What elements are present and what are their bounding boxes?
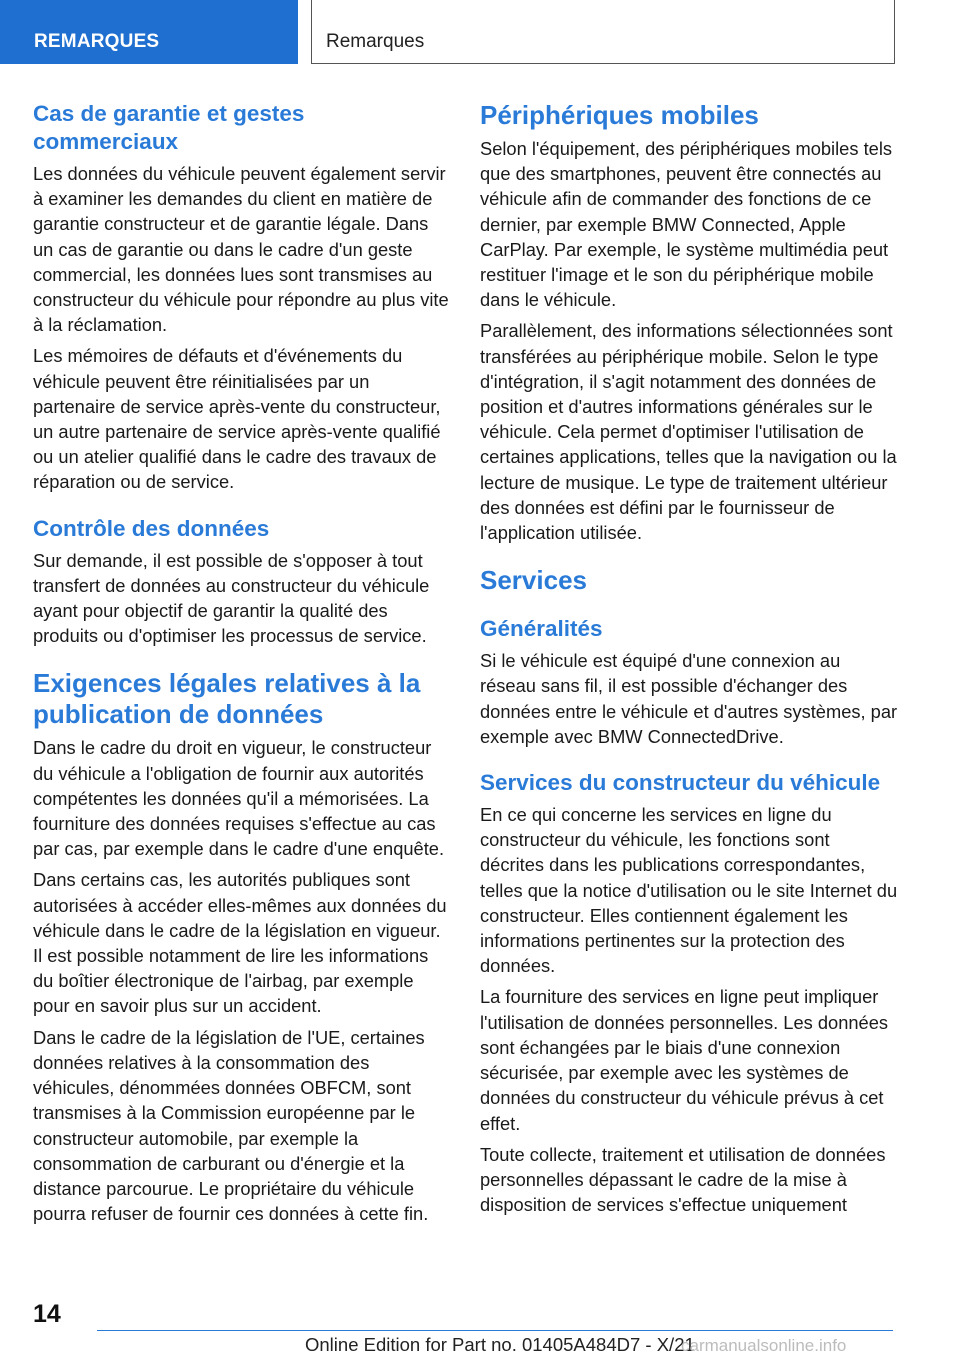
left-column [33,100,449,1232]
heading-data-control: Contrôle des données [33,515,270,541]
footer-divider [97,1330,893,1331]
footer-edition: Online Edition for Part no. 01405A484D7 - X/21 [305,1334,695,1355]
heading-mobile-devices: Périphériques mobiles [480,100,759,130]
paragraph: Si le véhicule est équipé d'une connexion au réseau sans fil, il est possible d'échanger des données entre le véhicule et d'autres systèmes, par exemple avec BMW ConnectedDrive. [480,650,898,747]
section-title: Remarques [311,0,895,64]
right-column [480,100,898,1223]
heading-general: Généralités [480,616,603,642]
paragraph: La fourniture des services en ligne peut impliquer l'utilisation de données personnelles. Les données sont échangées par le biais d'une connexion sécurisée, par exemple avec les systèmes de données du constructeur du véhicule prévus à cet effet. [480,986,888,1134]
heading-legal-requirements: Exigences légales relatives à la publication de données [33,668,421,730]
paragraph: Les mémoires de défauts et d'événements du véhicule peuvent être réinitialisées par un partenaire de service après-vente du constructeur, un autre partenaire de service après-vente qualifié ou un atelier qualifié dans le cadre des travaux de réparation ou de service. [33,345,441,493]
paragraph: Sur demande, il est possible de s'opposer à tout transfert de données au constructeur du véhicule ayant pour objectif de garantir la qualité des produits ou d'optimiser les processus de service. [33,549,430,647]
paragraph: Dans le cadre du droit en vigueur, le constructeur du véhicule a l'obligation de fournir aux autorités compétentes les données qu'il a mémorisées. La fourniture des données requises s'effectue au cas par cas, par exemple dans le cadre d'une enquête. [33,737,445,860]
heading-manufacturer-services: Services du constructeur du véhicule [480,770,881,796]
heading-warranty: Cas de garantie et gestes commerciaux [33,101,305,154]
paragraph: Dans le cadre de la législation de l'UE, certaines données relatives à la consommation des véhicules, dénommées données OBFCM, sont transmises à la Commission européenne par le constructeur automobile, par exemple la consommation de carburant ou d'énergie et la distance parcourue. Le propriétaire du véhicule pourra refuser de fournir ces données à cette fin. [33,1026,429,1225]
section-tab: REMARQUES [0,0,298,64]
paragraph: Toute collecte, traitement et utilisation de données personnelles dépassant le cadre de la mise à disposition de services s'effectue uniquement [480,1143,886,1216]
page-number: 14 [33,1300,61,1328]
footer-watermark: carmanualsonline.info [681,1336,847,1355]
paragraph: Parallèlement, des informations sélectionnées sont transférées au périphérique mobile. Selon le type d'intégration, il s'agit notamment des données de position et d'autres informations générales sur le véhicule. Cela permet d'optimiser l'utilisation de certaines applications, telles que la navigation ou la lecture de musique. Le type de traitement ultérieur des données est défini par le fournisseur de l'application utilisée. [480,320,897,544]
paragraph: Les données du véhicule peuvent également servir à examiner les demandes du client en matière de garantie constructeur et de garantie légale. Dans un cas de garantie ou dans le cadre d'un geste commercial, les données lues sont transmises au constructeur du véhicule pour répondre au plus vite à la réclamation. [33,163,449,336]
paragraph: Dans certains cas, les autorités publiques sont autorisées à accéder elles-mêmes aux données du véhicule dans le cadre de la législation en vigueur. Il est possible notamment de lire les informations du boîtier électronique de l'airbag, par exemple pour en savoir plus sur un accident. [33,869,447,1017]
paragraph: Selon l'équipement, des périphériques mobiles tels que des smartphones, peuvent être connectés au véhicule afin de commander des fonctions de ce dernier, par exemple BMW Connected, Apple CarPlay. Par exemple, le système multimédia peut restituer l'image et le son du périphérique mobile dans le véhicule. [480,138,893,311]
paragraph: En ce qui concerne les services en ligne du constructeur du véhicule, les fonctions sont décrites dans les publications correspondantes, telles que la notice d'utilisation ou le site Internet du constructeur. Elles contiennent également les informations pertinentes sur la protection des données. [480,804,898,977]
heading-services: Services [480,565,587,596]
